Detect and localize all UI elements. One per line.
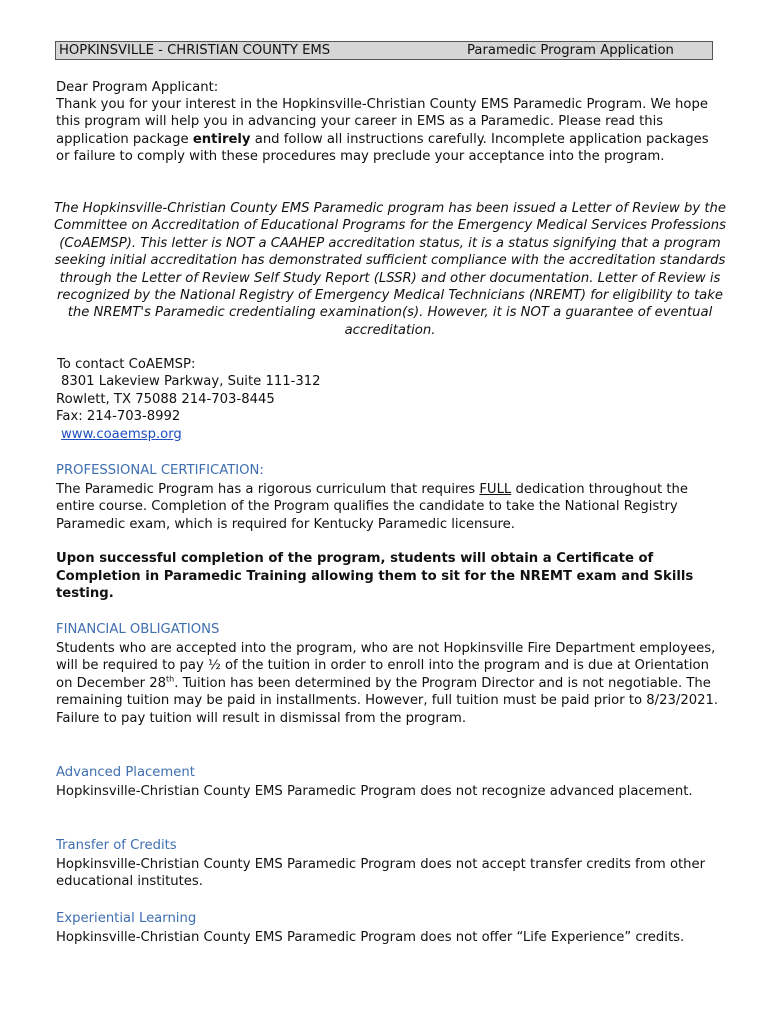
intro-paragraph [56, 96, 724, 166]
coaemsp-website-link[interactable]: www.coaemsp.org [61, 426, 182, 442]
financial-heading: FINANCIAL OBLIGATIONS [56, 622, 220, 637]
intro-text-a: Thank you for your interest in the Hopkinsville-Christian County EMS Paramedic Program. We hope this program will help you in advancing your career in EMS as a Paramedic. Please read this application package [56, 97, 708, 147]
financial-text-b: . Tuition has been determined by the Program Director and is not negotiable. The remaining tuition may be paid in installments. However, full tuition must be paid prior to 8/23/2021. Failure to pay tuition will result in dismissal from the program. [56, 675, 719, 726]
intro-bold-word: entirely [192, 131, 251, 147]
transfer-credits-text: Hopkinsville-Christian County EMS Paramedic Program does not accept transfer credits from other educational institutes. [56, 857, 706, 890]
transfer-credits-heading: Transfer of Credits [56, 838, 177, 853]
experiential-learning-heading: Experiential Learning [56, 911, 197, 926]
certification-text-b: dedication throughout the entire course. Completion of the Program qualifies the candidate to take the National Registry Paramedic exam, which is required for Kentucky Paramedic licensure. [56, 482, 689, 532]
accreditation-note: The Hopkinsville-Christian County EMS Paramedic program has been issued a Letter of Review by the Committee on Accreditation of Educational Programs for the Emergency Medical Services Professions (CoAEMSP). This letter is NOT a CAAHEP accreditation status, it is a status signifying that a program seeking initial accreditation has demonstrated sufficient compliance with the accreditation standards through the Letter of Review Self Study Report (LSSR) and other documentation. Letter of Review is recognized by the National Registry of Emergency Medical Technicians (NREMT) for eligibility to take the NREMT's Paramedic credentialing examination(s). However, it is NOT a guarantee of eventual accreditation. [53, 201, 727, 338]
contact-address-line-2: Rowlett, TX 75088 214-703-8445 [56, 391, 275, 407]
greeting: Dear Program Applicant: [56, 80, 219, 95]
certification-underlined-word: FULL [479, 482, 512, 497]
experiential-learning-text: Hopkinsville-Christian County EMS Paramedic Program does not offer “Life Experience” credits. [56, 930, 685, 945]
header-organization: HOPKINSVILLE - CHRISTIAN COUNTY EMS [59, 43, 331, 58]
financial-paragraph [56, 640, 724, 727]
header-document-title: Paramedic Program Application [467, 43, 674, 58]
financial-text-a: Students who are accepted into the program, who are not Hopkinsville Fire Department employees, will be required to pay ½ of the tuition in order to enroll into the program and is due at Orientation on December 28 [56, 641, 716, 691]
contact-block [56, 356, 726, 443]
intro-text-b: and follow all instructions carefully. Incomplete application packages or failure to comply with these procedures may preclude your acceptance into the program. [56, 131, 709, 165]
certification-text-a: The Paramedic Program has a rigorous curriculum that requires [56, 482, 480, 497]
contact-fax: Fax: 214-703-8992 [56, 409, 181, 425]
financial-superscript: th [165, 674, 175, 684]
contact-title: To contact CoAEMSP: [57, 357, 196, 372]
certification-paragraph [56, 481, 718, 533]
advanced-placement-heading: Advanced Placement [56, 765, 195, 780]
certification-heading: PROFESSIONAL CERTIFICATION: [56, 463, 264, 478]
contact-address-line-1: 8301 Lakeview Parkway, Suite 111-312 [61, 374, 321, 390]
advanced-placement-text: Hopkinsville-Christian County EMS Paramedic Program does not recognize advanced placement. [56, 784, 693, 799]
page-header [55, 41, 713, 60]
certification-bold-statement: Upon successful completion of the program, students will obtain a Certificate of Completion in Paramedic Training allowing them to sit for the NREMT exam and Skills testing. [56, 551, 694, 602]
